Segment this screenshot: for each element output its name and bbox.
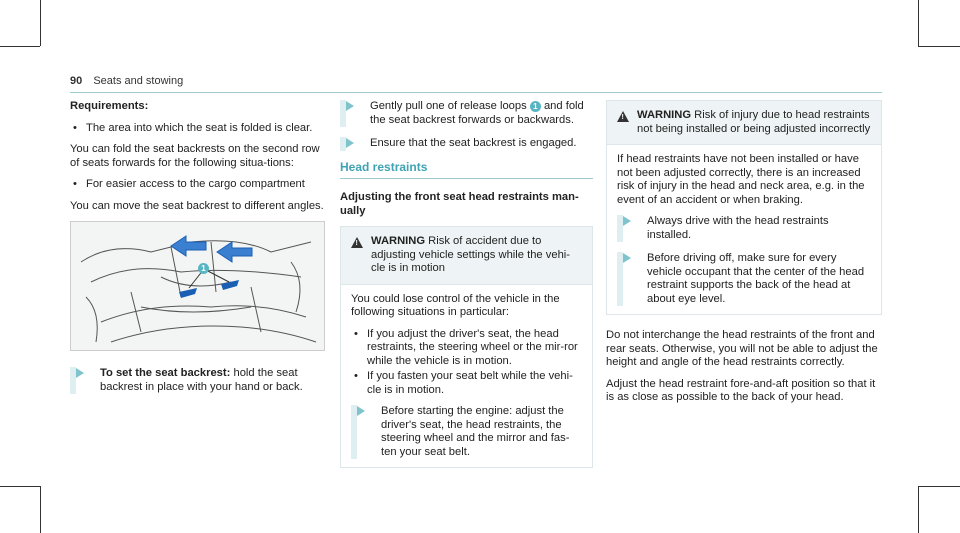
page-number: 90: [70, 75, 83, 87]
subheading: Adjusting the front seat head restraints man-ually: [340, 191, 579, 217]
step-text: hold the seat backrest in place with your hand or back.: [100, 367, 303, 393]
step-text: Always drive with the head restraints installed.: [647, 215, 829, 241]
angles-text: You can move the seat backrest to different angles.: [70, 199, 324, 212]
seat-drawing: [71, 222, 324, 350]
step-text: Gently pull one of release loops: [370, 100, 530, 112]
step: [340, 137, 593, 151]
warning-header: [607, 101, 881, 145]
step: [617, 252, 871, 306]
list-item: • For easier access to the cargo compartment: [73, 178, 305, 190]
column-2: [340, 100, 593, 468]
paragraph: Do not interchange the head restraints of the front and rear seats. Otherwise, you will not be able to adjust the height and angle of the head restraints correctly.: [606, 329, 878, 368]
arrow-icon: [346, 138, 354, 148]
paragraph: Adjust the head restraint fore-and-aft position so that it is as close as possible to the back of your head.: [606, 377, 876, 403]
header-rule: [70, 92, 882, 93]
warning-heading: Risk of accident due to adjusting vehicle settings while the vehi-cle is in motion: [371, 235, 570, 274]
crop-mark: [918, 486, 919, 533]
column-1: [70, 100, 326, 404]
crop-mark: [918, 486, 960, 487]
warning-icon: !: [617, 111, 629, 122]
crop-mark: [918, 46, 960, 47]
section-title: Head restraints: [340, 161, 593, 180]
seat-illustration: [70, 221, 325, 351]
list-item: • If you fasten your seat belt while the vehi-cle is in motion.: [354, 370, 573, 396]
warning-heading: Risk of injury due to head restraints not being installed or being adjusted incorrectly: [637, 109, 871, 135]
warning-box: [606, 100, 882, 315]
figure-callout-1: 1: [198, 263, 209, 274]
step: [351, 405, 582, 459]
callout-1-icon: 1: [530, 101, 541, 112]
page-header: [70, 75, 183, 87]
warning-text: If head restraints have not been installed or have not been adjusted correctly, there is an increased risk of injury in the head and neck area, e.g. in the event of an accident or when braking.: [617, 153, 865, 206]
step-text: Before starting the engine: adjust the driver's seat, the head restraints, the steering wheel and the mirror and fas-ten your seat belt.: [381, 405, 570, 458]
crop-mark: [40, 486, 41, 533]
list-item: • If you adjust the driver's seat, the head restraints, the steering wheel or the mir-ror while the vehicle is in motion.: [354, 327, 578, 367]
warning-icon: !: [351, 237, 363, 248]
arrow-icon: [623, 216, 631, 226]
situations-list: [70, 178, 326, 192]
list-item: • The area into which the seat is folded is clear.: [73, 121, 313, 134]
step-text: and fold the seat backrest forwards or backwards.: [370, 100, 584, 126]
column-3: [606, 100, 882, 413]
arrow-icon: [357, 406, 365, 416]
arrow-icon: [76, 368, 84, 378]
step-title: To set the seat backrest:: [100, 367, 231, 379]
step-text: Ensure that the seat backrest is engaged.: [370, 137, 577, 149]
crop-mark: [918, 0, 919, 46]
step-text: Before driving off, make sure for every vehicle occupant that the center of the head restraint supports the back of the head at about eye level.: [647, 252, 865, 305]
crop-mark: [40, 0, 41, 46]
step: [70, 367, 326, 394]
step: [617, 215, 871, 242]
warning-list: [351, 328, 582, 398]
warning-body: [341, 285, 592, 468]
requirements-list: [70, 122, 326, 136]
warning-intro: You could lose control of the vehicle in the following situations in particular:: [351, 292, 560, 318]
requirements-title: Requirements:: [70, 100, 149, 112]
crop-mark: [0, 486, 40, 487]
warning-label: WARNING: [371, 235, 426, 247]
warning-box: [340, 226, 593, 468]
warning-body: [607, 145, 881, 314]
crop-mark: [0, 46, 40, 47]
step: [340, 100, 593, 127]
arrow-icon: [346, 101, 354, 111]
arrow-icon: [623, 253, 631, 263]
section-name: Seats and stowing: [93, 75, 184, 87]
intro-text: You can fold the seat backrests on the second row of seats forwards for the following situa-tions:: [70, 143, 320, 169]
warning-label: WARNING: [637, 109, 692, 121]
warning-header: [341, 227, 592, 285]
